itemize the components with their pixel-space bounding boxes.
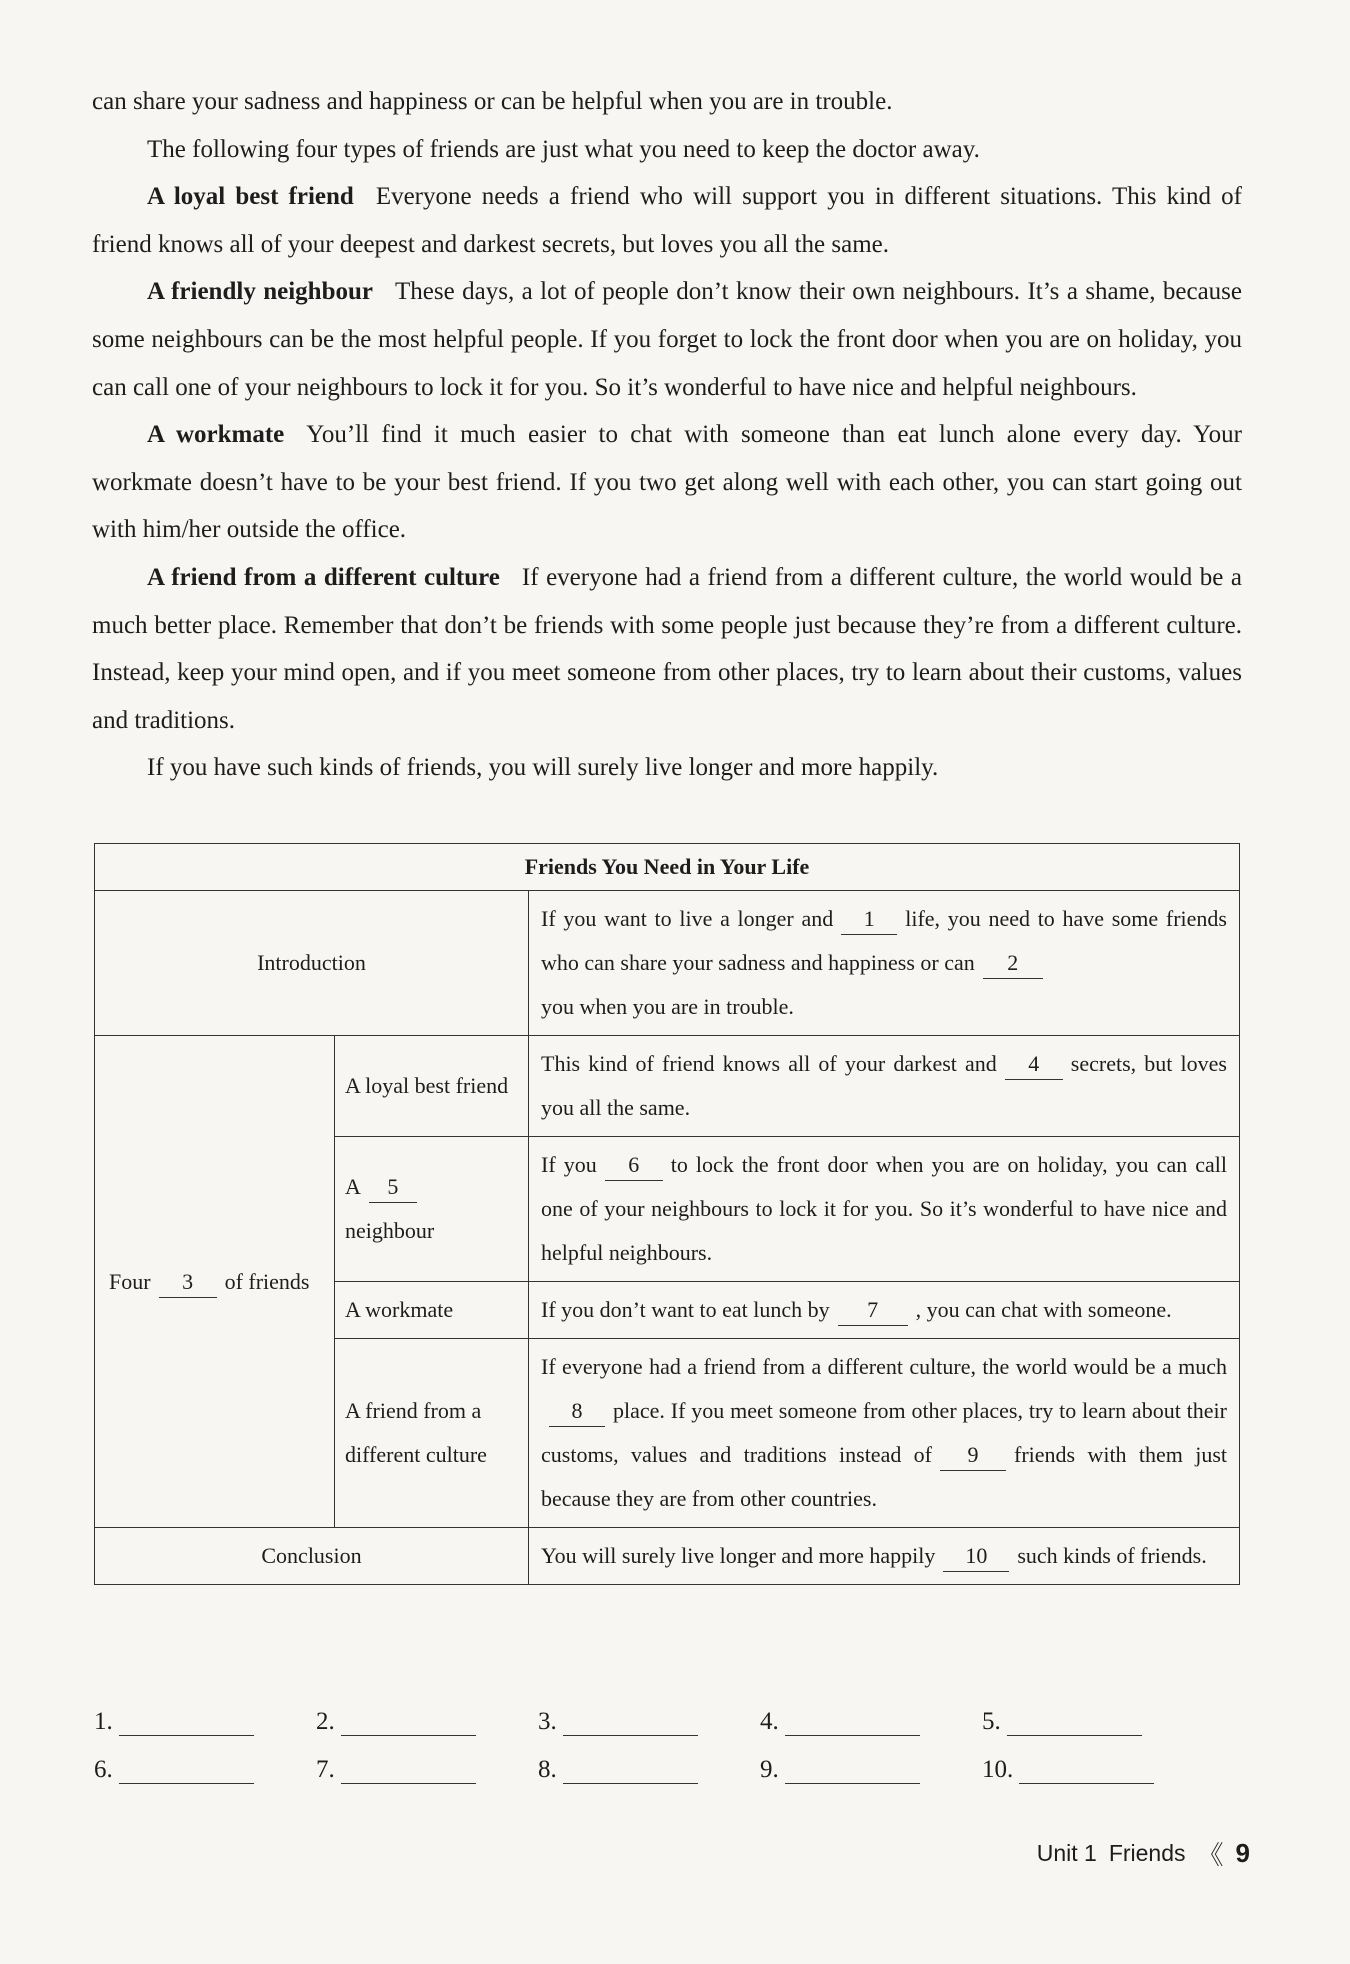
paragraph-text: Everyone needs a friend who will support you in different situations. This kind of friend knows all of your deepest and darkest secrets, but loves you all the same. (92, 183, 1242, 258)
passage-paragraph: The following four types of friends are just what you need to keep the doctor away. (147, 135, 980, 163)
paragraph-text: These days, a lot of people don’t know their own neighbours. It’s a shame, because some neighbours can be the most helpful people. If you forget to lock the front door when you are on holiday, you can call one of your neighbours to lock it for you. So it’s wonderful to have nice and helpful neighbours. (92, 278, 1242, 401)
answer-slot[interactable]: 10. (982, 1756, 1154, 1784)
passage-paragraph (92, 411, 1242, 554)
page-number: 9 (1235, 1838, 1250, 1868)
paragraph-heading: A workmate (147, 421, 285, 449)
row-label-conclusion: Conclusion (95, 1528, 529, 1585)
answer-lines (94, 1708, 1244, 1804)
footer-title: Friends (1108, 1840, 1186, 1866)
sublabel-different-culture: A friend from a different culture (335, 1339, 529, 1528)
chevron-left-icon: 《 (1197, 1840, 1224, 1870)
passage-paragraph: can share your sadness and happiness or can be helpful when you are in trouble. (92, 88, 893, 115)
cell-conclusion: You will surely live longer and more happily 10 such kinds of friends. (529, 1528, 1240, 1585)
answer-slot[interactable]: 1. (94, 1708, 254, 1736)
blank-5: 5 (369, 1172, 417, 1203)
blank-10: 10 (943, 1541, 1009, 1572)
passage-paragraph: If you have such kinds of friends, you will surely live longer and more happily. (147, 754, 939, 782)
passage-paragraph (92, 268, 1242, 411)
blank-7: 7 (838, 1295, 908, 1326)
blank-6: 6 (605, 1150, 663, 1181)
blank-3: 3 (159, 1267, 217, 1298)
cell-workmate: If you don’t want to eat lunch by 7 , you can chat with someone. (529, 1282, 1240, 1339)
answer-slot[interactable]: 2. (316, 1708, 476, 1736)
cell-different-culture: If everyone had a friend from a different culture, the world would be a much8 place. If you meet someone from other places, try to learn about their customs, values and traditions instead of 9 friends with them just because they are from other countries. (529, 1339, 1240, 1528)
sublabel-neighbour: A 5 neighbour (335, 1137, 529, 1282)
cell-loyal-best-friend: This kind of friend knows all of your darkest and 4 secrets, but loves you all the same. (529, 1036, 1240, 1137)
page-footer (1037, 1835, 1250, 1872)
answer-slot[interactable]: 8. (538, 1756, 698, 1784)
passage-paragraph (92, 554, 1242, 744)
paragraph-heading: A friend from a different culture (147, 563, 500, 591)
paragraph-text: You’ll find it much easier to chat with someone than eat lunch alone every day. Your workmate doesn’t have to be your best friend. If you two get along well with each other, you can start going out with him/her outside the office. (92, 421, 1242, 544)
blank-9: 9 (940, 1440, 1006, 1471)
blank-8: 8 (549, 1396, 605, 1427)
cell-introduction: If you want to live a longer and 1 life, you need to have some friends who can share your sadness and happiness or can 2 you when you are in trouble. (529, 891, 1240, 1036)
answer-slot[interactable]: 5. (982, 1708, 1142, 1736)
blank-1: 1 (841, 904, 897, 935)
answer-slot[interactable]: 3. (538, 1708, 698, 1736)
row-label-introduction: Introduction (95, 891, 529, 1036)
table-title: Friends You Need in Your Life (95, 844, 1240, 891)
blank-2: 2 (983, 948, 1043, 979)
sublabel-workmate: A workmate (335, 1282, 529, 1339)
passage-paragraph (92, 173, 1242, 268)
answer-slot[interactable]: 6. (94, 1756, 254, 1784)
paragraph-text: If everyone had a friend from a different culture, the world would be a much better place. Remember that don’t be friends with some people just because they’re from a different culture. Instead, keep your mind open, and if you meet someone from other places, try to learn about their customs, values and traditions. (92, 563, 1242, 734)
cell-neighbour: If you 6 to lock the front door when you are on holiday, you can call one of your neighbours to lock it for you. So it’s wonderful to have nice and helpful neighbours. (529, 1137, 1240, 1282)
footer-unit: Unit 1 (1036, 1840, 1097, 1866)
answer-slot[interactable]: 9. (760, 1756, 920, 1784)
answer-slot[interactable]: 4. (760, 1708, 920, 1736)
row-label-four-types: Four 3 of friends (95, 1036, 335, 1528)
answer-slot[interactable]: 7. (316, 1756, 476, 1784)
paragraph-heading: A loyal best friend (147, 183, 354, 211)
summary-table (94, 843, 1240, 1585)
sublabel-loyal-best-friend: A loyal best friend (335, 1036, 529, 1137)
passage (92, 78, 1242, 792)
blank-4: 4 (1005, 1049, 1063, 1080)
paragraph-heading: A friendly neighbour (147, 278, 373, 306)
